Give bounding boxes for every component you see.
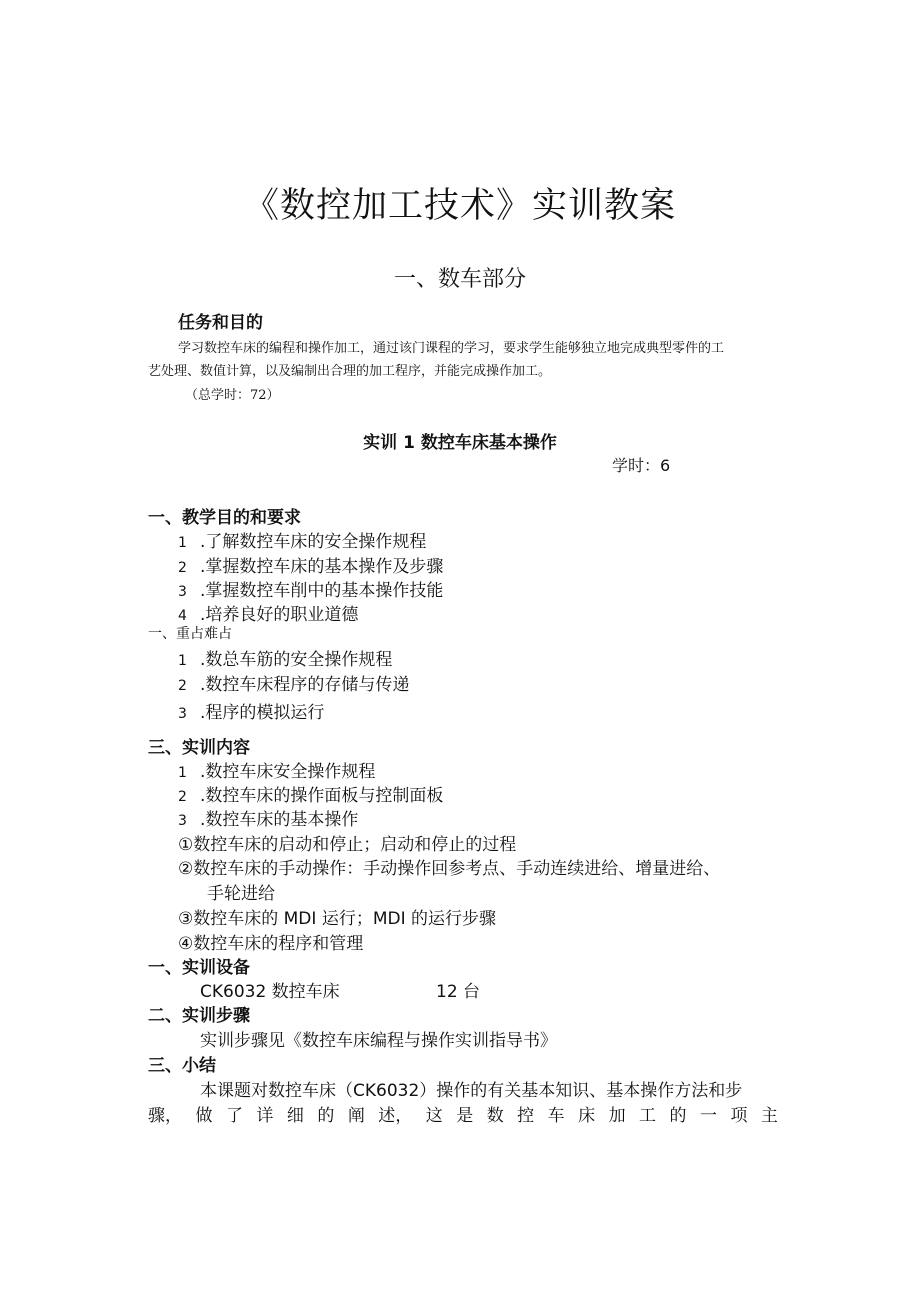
equipment-name: CK6032 数控车床 [200,982,340,1002]
summary-word: 做 [195,1106,213,1126]
sub-item: ①数控车床的启动和停止；启动和停止的过程 [178,835,517,855]
list-item: 1 .数总车筋的安全操作规程 [178,650,393,670]
list-item: 3 .程序的模拟运行 [178,703,325,723]
sub-item-continuation: 手轮进给 [207,884,275,904]
summary-word: 骤， [148,1106,182,1126]
sub-item: ②数控车床的手动操作：手动操作回参考点、手动连续进给、增量进给、 [178,859,721,879]
summary-word: 车 [547,1106,565,1126]
summary-word: 主 [760,1106,778,1126]
summary-word: 加 [608,1106,626,1126]
lesson-hours: 学时：6 [612,456,671,475]
summary-word: 的 [669,1106,687,1126]
task-heading: 任务和目的 [178,313,263,333]
summary-line-1: 本课题对数控车床（CK6032）操作的有关基本知识、基本操作方法和步 [200,1081,743,1101]
summary-word: 数 [486,1106,504,1126]
total-hours: （总学时：72） [185,388,280,403]
task-text-line-2: 艺处理、数值计算，以及编制出合理的加工程序，并能完成操作加工。 [148,364,552,379]
content-heading: 三、实训内容 [148,738,250,758]
summary-line-2 [148,1101,778,1126]
task-text-line-1: 学习数控车床的编程和操作加工，通过该门课程的学习，要求学生能够独立地完成典型零件的工 [178,341,725,356]
summary-word: 细 [286,1106,304,1126]
summary-word: 工 [639,1106,657,1126]
list-item: 2 .掌握数控车床的基本操作及步骤 [178,557,444,577]
list-item: 4 .培养良好的职业道德 [178,605,359,625]
list-item: 2 .数控车床的操作面板与控制面板 [178,786,444,806]
lesson-title: 实训 1 数控车床基本操作 [363,433,557,453]
summary-word: 详 [256,1106,274,1126]
summary-word: 了 [225,1106,243,1126]
summary-word: 床 [578,1106,596,1126]
steps-text: 实训步骤见《数控车床编程与操作实训指导书》 [200,1031,557,1051]
list-item: 3 .掌握数控车削中的基本操作技能 [178,581,444,601]
steps-heading: 二、实训步骤 [148,1006,250,1026]
summary-word: 一 [699,1106,717,1126]
list-item: 1 .了解数控车床的安全操作规程 [178,532,427,552]
equipment-heading: 一、实训设备 [148,958,250,978]
part-title: 一、数车部分 [393,267,526,292]
summary-word: 这 [425,1106,443,1126]
summary-word: 是 [456,1106,474,1126]
summary-word: 项 [730,1106,748,1126]
key-points-heading: 一、重占难占 [148,626,232,642]
objectives-heading: 一、教学目的和要求 [148,508,301,528]
list-item: 3 .数控车床的基本操作 [178,810,359,830]
list-item: 1 .数控车床安全操作规程 [178,762,376,782]
summary-word: 的 [317,1106,335,1126]
summary-word: 述， [378,1106,413,1126]
summary-heading: 三、小结 [148,1056,216,1076]
summary-word: 阐 [347,1106,365,1126]
summary-word: 控 [517,1106,535,1126]
list-item: 2 .数控车床程序的存储与传递 [178,675,410,695]
sub-item: ③数控车床的 MDI 运行；MDI 的运行步骤 [178,909,496,929]
equipment-quantity: 12 台 [436,982,481,1002]
document-title: 《数控加工技术》实训教案 [243,186,676,226]
sub-item: ④数控车床的程序和管理 [178,934,364,954]
